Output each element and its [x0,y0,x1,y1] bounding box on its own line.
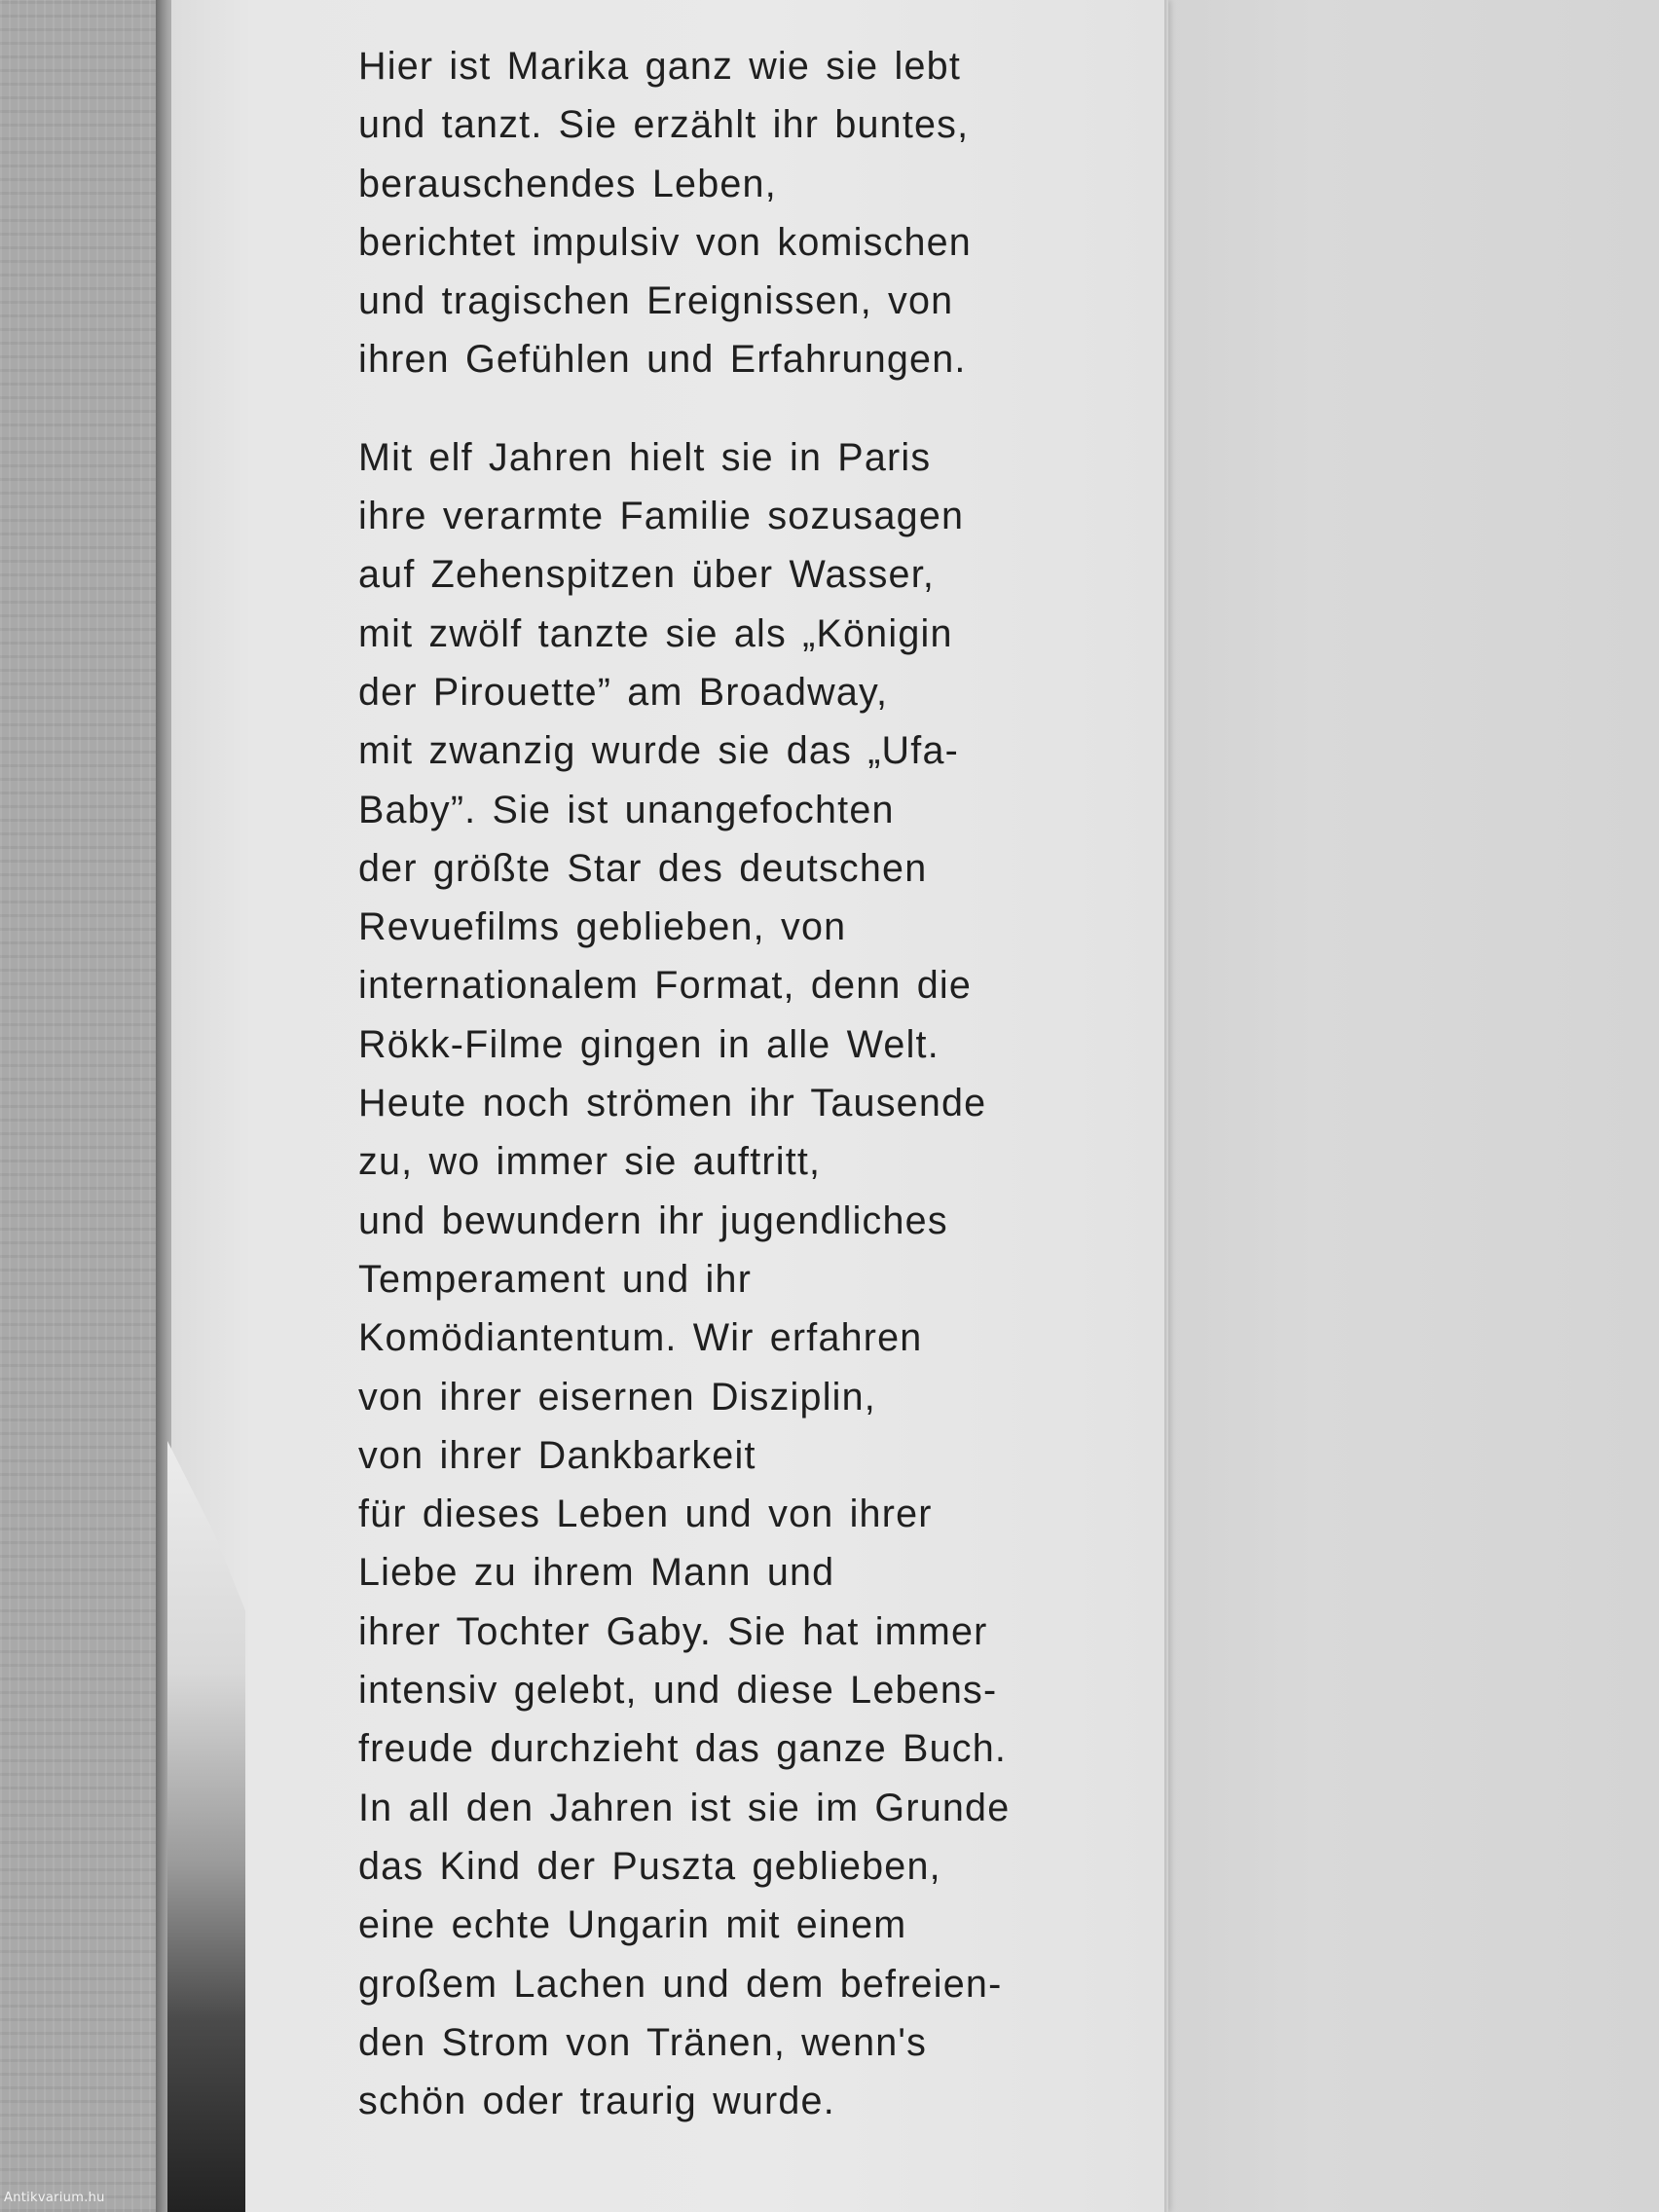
text-line: mit zwölf tanzte sie als „Königin [358,611,953,655]
text-line: berauschendes Leben, [358,162,777,205]
text-line: Revuefilms geblieben, von [358,905,847,949]
text-line: intensiv gelebt, und diese Lebens- [358,1669,998,1713]
text-line: ihrer Tochter Gaby. Sie hat immer [358,1609,988,1653]
text-line: Temperament und ihr [358,1257,753,1301]
text-line: Mit elf Jahren hielt sie in Paris [358,435,932,479]
text-line: Liebe zu ihrem Mann und [358,1551,835,1595]
text-line: berichtet impulsiv von komischen [358,220,972,264]
right-page [1168,0,1659,2212]
text-line: von ihrer eisernen Disziplin, [358,1375,876,1419]
text-line: Heute noch strömen ihr Tausende [358,1082,987,1125]
text-line: Komödiantentum. Wir erfahren [358,1316,923,1360]
text-line: der Pirouette” am Broadway, [358,670,889,714]
text-line: ihren Gefühlen und Erfahrungen. [358,338,967,382]
text-line: In all den Jahren ist sie im Grunde [358,1786,1011,1829]
text-line: Baby”. Sie ist unangefochten [358,788,895,831]
text-line: schön oder traurig wurde. [358,2080,835,2123]
text-line: internationalem Format, denn die [358,964,973,1008]
text-line: für dieses Leben und von ihrer [358,1493,933,1536]
text-line: ihre verarmte Familie sozusagen [358,495,965,538]
text-line: das Kind der Puszta geblieben, [358,1844,941,1888]
text-line: und bewundern ihr jugendliches [358,1198,948,1242]
text-line: Hier ist Marika ganz wie sie lebt [358,45,961,88]
watermark: Antikvarium.hu [4,2191,105,2205]
flap-text [358,37,1079,2130]
text-line: den Strom von Tränen, wenn's [358,2020,928,2064]
text-line: freude durchzieht das ganze Buch. [358,1727,1008,1771]
flap-edge [1164,0,1168,2212]
text-line: mit zwanzig wurde sie das „Ufa- [358,729,959,773]
text-line: und tanzt. Sie erzählt ihr buntes, [358,103,970,147]
text-line: von ihrer Dankbarkeit [358,1433,756,1477]
text-line: Rökk-Filme gingen in alle Welt. [358,1022,940,1066]
text-line: großem Lachen und dem befreien- [358,1962,1003,2006]
book-cover-edge [0,0,170,2212]
text-line: zu, wo immer sie auftritt, [358,1140,822,1184]
text-line: der größte Star des deutschen [358,846,928,890]
text-line: auf Zehenspitzen über Wasser, [358,553,936,597]
text-line: eine echte Ungarin mit einem [358,1903,907,1947]
paragraph-2 [358,428,1079,2131]
text-line: und tragischen Ereignissen, von [358,279,954,323]
paragraph-1 [358,37,1079,389]
